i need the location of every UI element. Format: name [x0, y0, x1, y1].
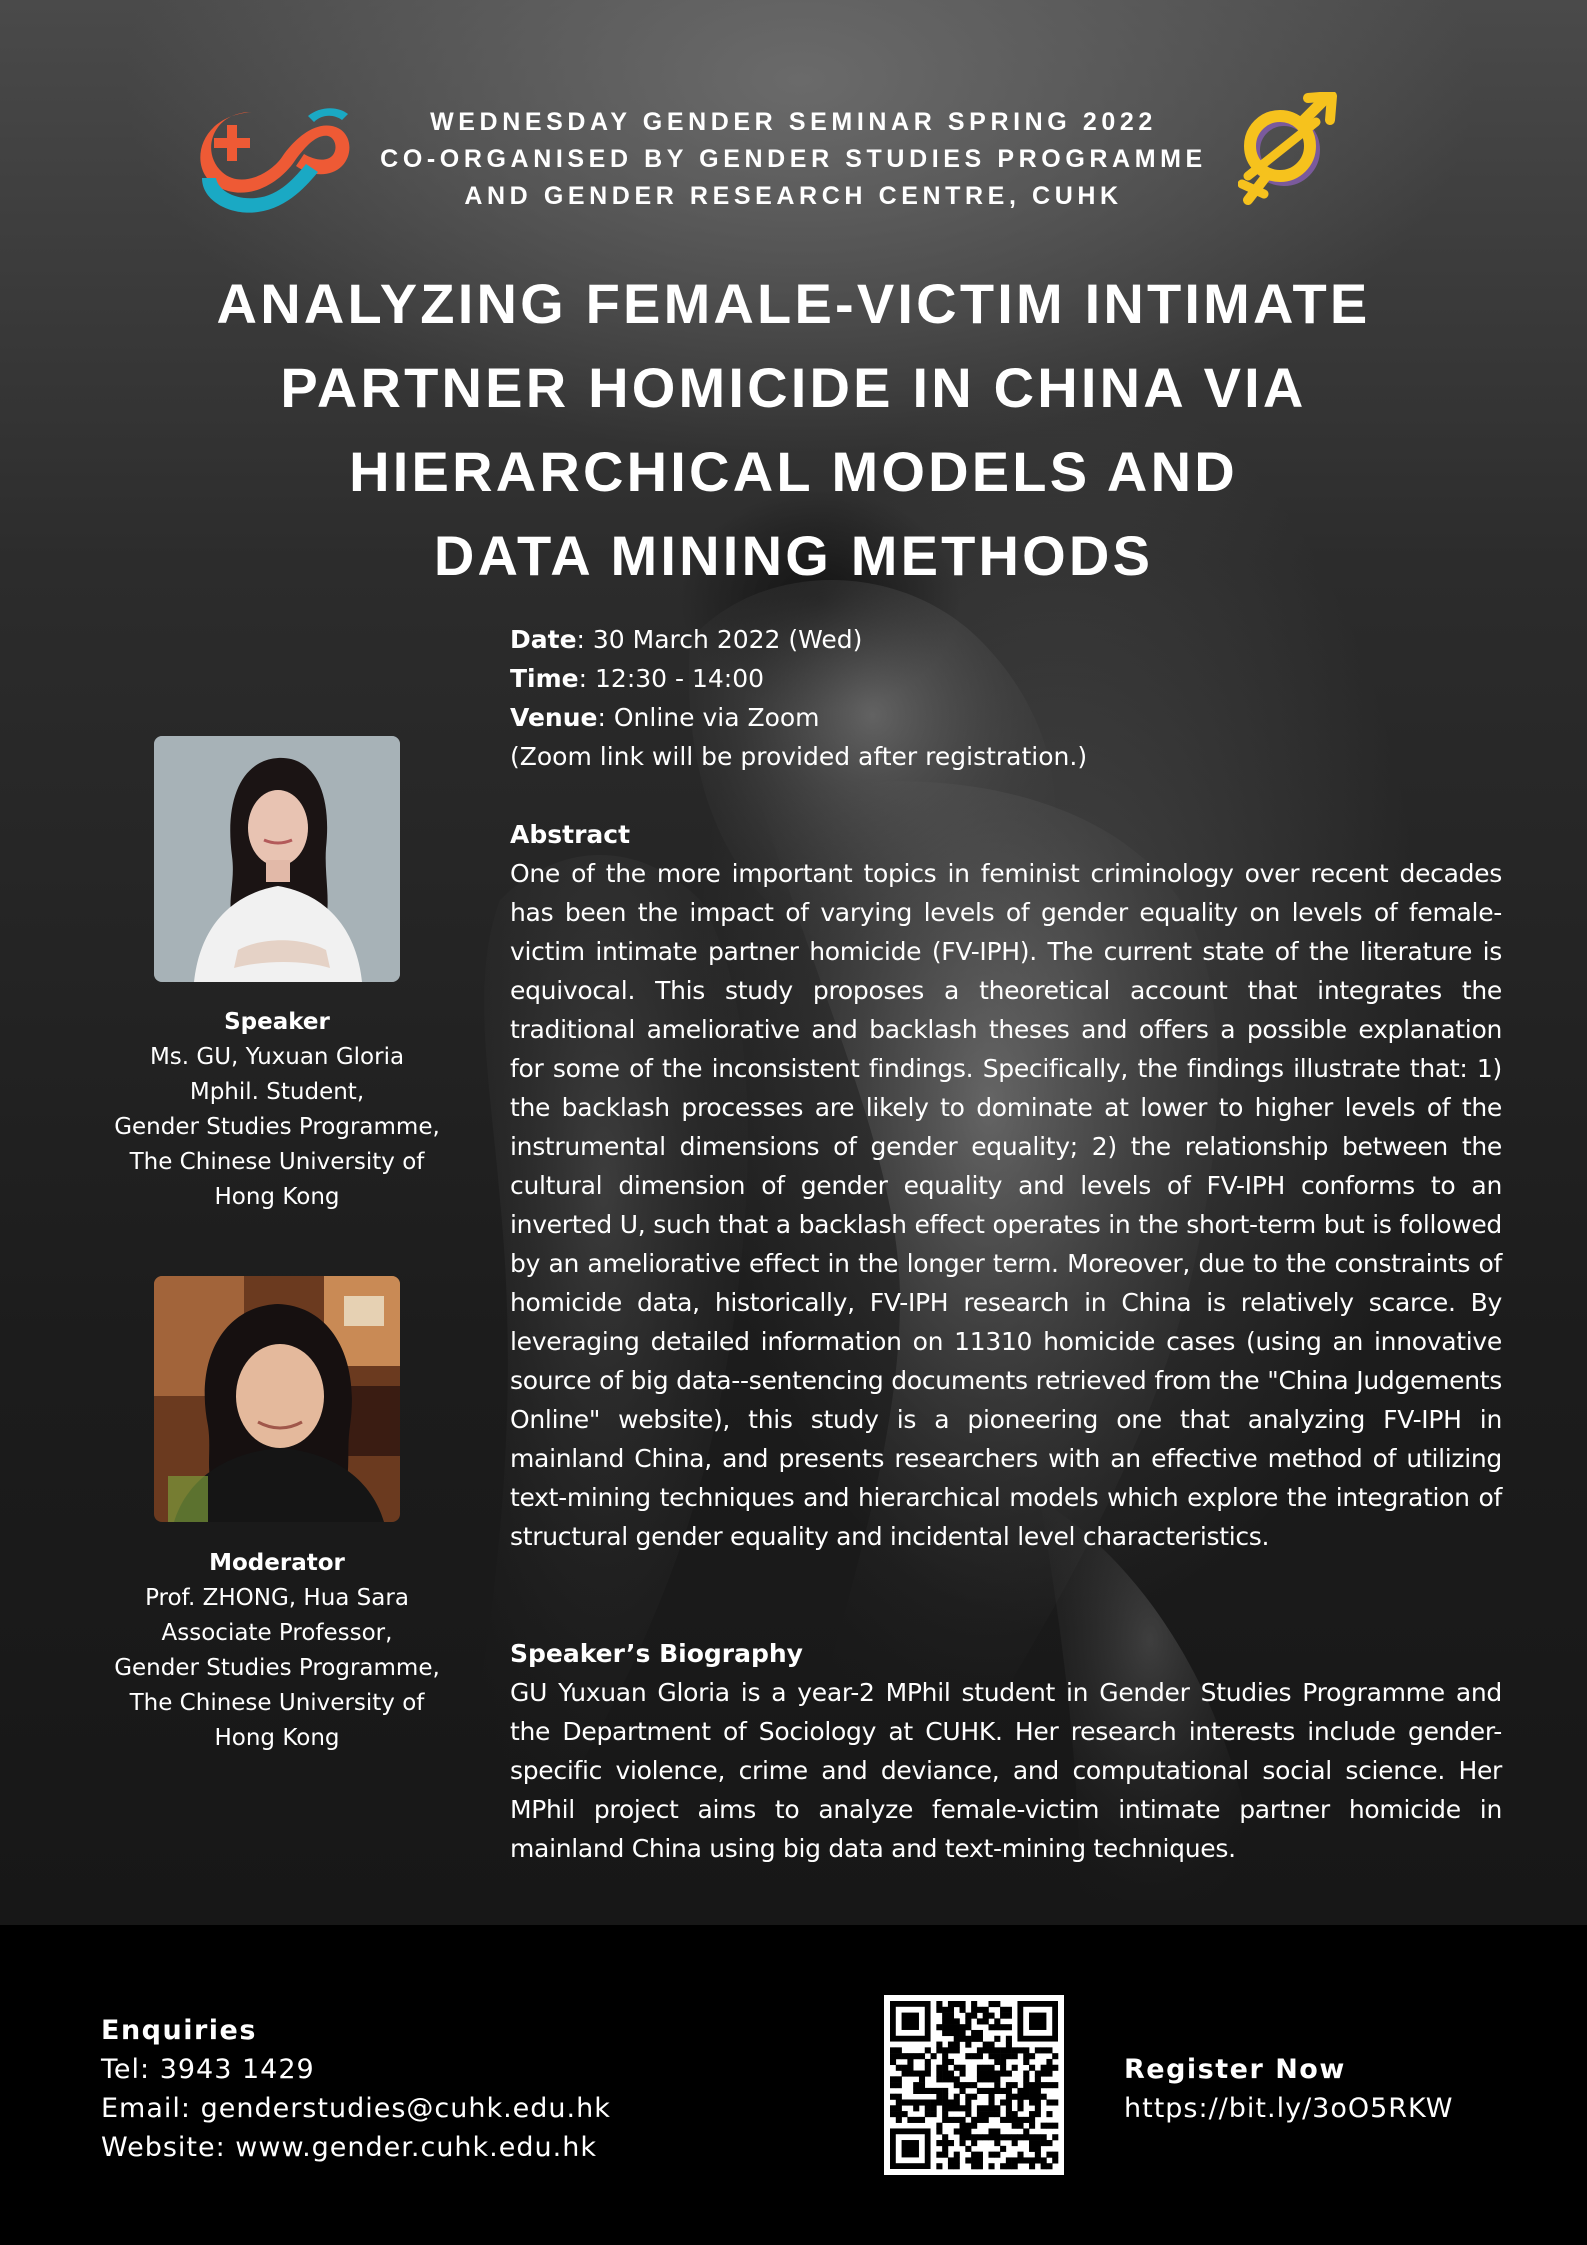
moderator-photo	[154, 1276, 400, 1522]
title-line-3: HIERARCHICAL MODELS AND	[349, 440, 1238, 503]
event-details	[510, 620, 1502, 776]
time-label: Time	[510, 664, 579, 693]
moderator-position: Associate Professor,	[161, 1620, 393, 1646]
abstract-text: One of the more important topics in feminist criminology over recent decades has been the impact of varying levels of gender equality on levels of female-victim intimate partner homicide (FV-IPH). The current state of the literature is equivocal. This study proposes a theoretical account that integrates the traditional ameliorative and backlash theses and offers a possible explanation for some of the inconsistent findings. Specifically, the findings illustrate that: 1) the backlash processes are likely to dominate at lower to higher levels of the instrumental dimensions of gender equality; 2) the relationship between the cultural dimension of gender equality and levels of FV-IPH conforms to an inverted U, such that a backlash effect operates in the short-term but is followed by an ameliorative effect in the longer term. Moreover, due to the constraints of homicide data, historically, FV-IPH research in China is relatively scarce. By leveraging detailed information on 11310 homicide cases (using an innovative source of big data--sentencing documents retrieved from the "China Judgements Online" website), this study is a pioneering one that analyzing FV-IPH in mainland China, and presents researchers with an effective method of utilizing text-mining techniques and hierarchical models which explore the integration of structural gender equality and incidental level characteristics.	[510, 859, 1502, 1551]
moderator-organisation-1: The Chinese University of	[129, 1690, 425, 1716]
speaker-info	[86, 1005, 468, 1215]
date-value: : 30 March 2022 (Wed)	[576, 625, 863, 654]
enquiries-email[interactable]: Email: genderstudies@cuhk.edu.hk	[101, 2093, 611, 2124]
venue-value: : Online via Zoom	[597, 703, 820, 732]
speaker-name: Ms. GU, Yuxuan Gloria	[149, 1044, 405, 1070]
venue-row	[510, 698, 1502, 737]
title-line-4: DATA MINING METHODS	[433, 524, 1154, 587]
speaker-department: Gender Studies Programme,	[114, 1114, 440, 1140]
register-section	[1124, 2050, 1544, 2128]
date-label: Date	[510, 625, 577, 654]
moderator-organisation-2: Hong Kong	[214, 1725, 340, 1751]
registration-qr-code[interactable]	[884, 1995, 1064, 2175]
title-line-1: ANALYZING FEMALE-VICTIM INTIMATE	[216, 272, 1371, 335]
header-line-2: CO-ORGANISED BY GENDER STUDIES PROGRAMME	[380, 145, 1207, 173]
moderator-name: Prof. ZHONG, Hua Sara	[145, 1585, 409, 1611]
speaker-photo	[154, 736, 400, 982]
register-heading: Register Now	[1124, 2054, 1346, 2085]
date-row	[510, 620, 1502, 659]
qr-code-pattern	[884, 1995, 1064, 2175]
moderator-department: Gender Studies Programme,	[114, 1655, 440, 1681]
venue-label: Venue	[510, 703, 598, 732]
speaker-position: Mphil. Student,	[189, 1079, 365, 1105]
abstract-heading: Abstract	[510, 820, 631, 849]
speaker-organisation-1: The Chinese University of	[129, 1149, 425, 1175]
register-link[interactable]: https://bit.ly/3oO5RKW	[1124, 2093, 1454, 2124]
seminar-title	[120, 262, 1467, 598]
time-value: : 12:30 - 14:00	[578, 664, 765, 693]
enquiries-website[interactable]: Website: www.gender.cuhk.edu.hk	[101, 2132, 597, 2163]
biography-text: GU Yuxuan Gloria is a year-2 MPhil student in Gender Studies Programme and the Department of Sociology at CUHK. Her research interests include gender-specific violence, crime and deviance, and computational social science. Her MPhil project aims to analyze female-victim intimate partner homicide in mainland China using big data and text-mining techniques.	[510, 1678, 1502, 1863]
abstract-section	[510, 815, 1502, 1556]
speaker-role: Speaker	[224, 1009, 330, 1035]
enquiries-section	[101, 2011, 721, 2167]
header-line-1: WEDNESDAY GENDER SEMINAR SPRING 2022	[430, 108, 1157, 136]
seminar-header	[330, 104, 1257, 215]
speaker-organisation-2: Hong Kong	[214, 1184, 340, 1210]
moderator-info	[86, 1546, 468, 1756]
biography-heading: Speaker’s Biography	[510, 1639, 803, 1668]
enquiries-tel: Tel: 3943 1429	[101, 2054, 315, 2085]
moderator-role: Moderator	[209, 1550, 345, 1576]
header-line-3: AND GENDER RESEARCH CENTRE, CUHK	[464, 182, 1123, 210]
time-row	[510, 659, 1502, 698]
biography-section	[510, 1634, 1502, 1868]
zoom-note: (Zoom link will be provided after registration.)	[510, 742, 1088, 771]
title-line-2: PARTNER HOMICIDE IN CHINA VIA	[280, 356, 1307, 419]
enquiries-heading: Enquiries	[101, 2015, 257, 2046]
